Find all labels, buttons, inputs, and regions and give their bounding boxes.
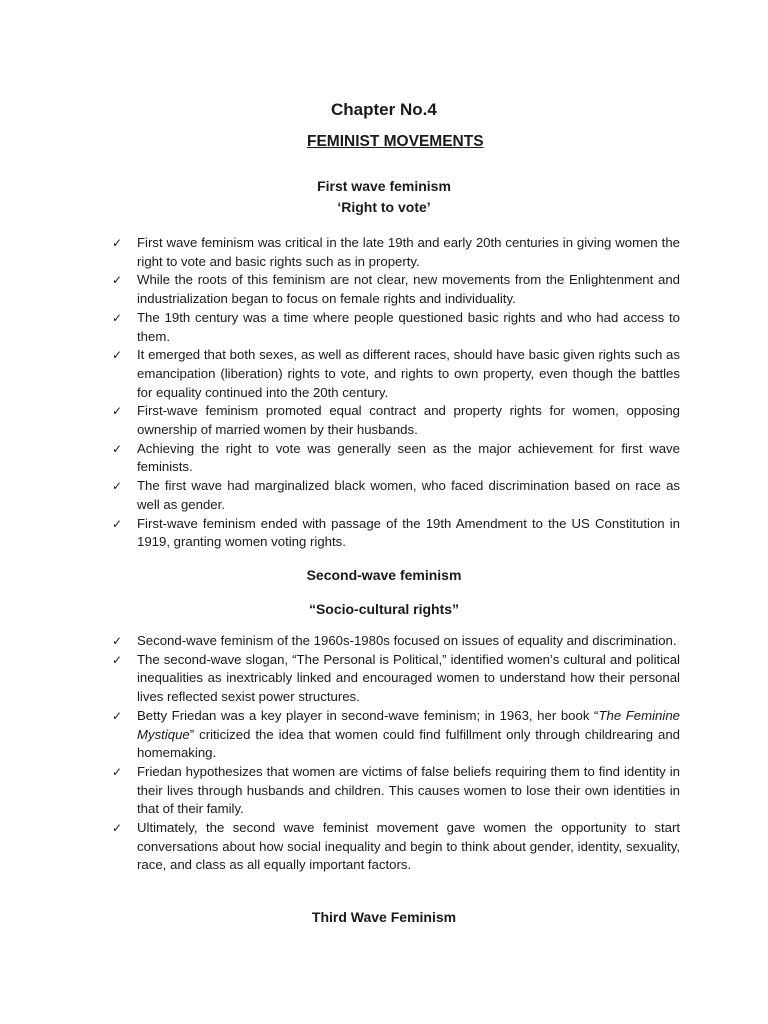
- section-heading-third-wave: Third Wave Feminism: [311, 909, 457, 925]
- chapter-heading: Chapter No.4: [331, 100, 437, 119]
- main-title: FEMINIST MOVEMENTS: [307, 133, 484, 150]
- check-mark-icon: ✓: [112, 821, 123, 836]
- list-item: ✓ Betty Friedan was a key player in second-wave feminism; in 1963, her book “The Feminine Mystique” criticized the idea that women could find fulfillment only through childrearing and homemaking.: [112, 707, 680, 761]
- check-mark-icon: ✓: [112, 652, 123, 667]
- check-mark-icon: ✓: [112, 634, 123, 648]
- list-item: ✓ Second-wave feminism of the 1960s-1980s focused on issues of equality and discrimination.: [112, 632, 680, 651]
- section-heading-second-wave: Second-wave feminism: [306, 567, 462, 583]
- list-item: ✓ First-wave feminism ended with passage of the 19th Amendment to the US Constitution in 1919, granting women voting rights.: [112, 515, 680, 550]
- check-mark-icon: ✓: [112, 479, 123, 494]
- check-mark-icon: ✓: [112, 273, 123, 288]
- list-item: ✓ Achieving the right to vote was generally seen as the major achievement for first wave feminists.: [112, 440, 680, 475]
- list-item: ✓ The second-wave slogan, “The Personal is Political,” identified women’s cultural and political inequalities as inextricably linked and encouraged women to understand how their personal lives reflected sexist power structures.: [112, 651, 680, 705]
- section-heading-first-wave: First wave feminism: [317, 178, 451, 194]
- list-item: ✓ It emerged that both sexes, as well as different races, should have basic given rights such as emancipation (liberation) rights to vote, and rights to own property, even though the battles for equality continued into the 20th century.: [112, 347, 680, 400]
- check-mark-icon: ✓: [112, 236, 123, 250]
- list-item: ✓ Ultimately, the second wave feminist movement gave women the opportunity to start conversations about how social inequality and begin to think about gender, identity, sexuality, race, and class as all equally important factors.: [112, 820, 680, 873]
- check-mark-icon: ✓: [112, 310, 123, 325]
- check-mark-icon: ✓: [112, 441, 123, 456]
- check-mark-icon: ✓: [112, 404, 123, 419]
- section-subheading-second-wave: “Socio-cultural rights”: [308, 601, 460, 617]
- section-subheading-first-wave: ‘Right to vote’: [337, 199, 431, 215]
- list-item: ✓ First-wave feminism promoted equal contract and property rights for women, opposing ownership of married women by their husbands.: [112, 403, 680, 438]
- list-item: ✓ First wave feminism was critical in the late 19th and early 20th centuries in giving women the right to vote and basic rights such as in property.: [112, 235, 680, 269]
- list-item: ✓ Friedan hypothesizes that women are victims of false beliefs requiring them to find identity in their lives through husbands and children. This causes women to lose their own identities in that of their family.: [112, 763, 680, 817]
- bullet-list-second-wave: [112, 632, 680, 875]
- bullet-list-first-wave: [112, 234, 680, 552]
- list-item: ✓ While the roots of this feminism are not clear, new movements from the Enlightenment and industrialization began to focus on female rights and individuality.: [112, 272, 680, 307]
- list-item: ✓ The 19th century was a time where people questioned basic rights and who had access to them.: [112, 309, 680, 344]
- list-item: ✓ The first wave had marginalized black women, who faced discrimination based on race as well as gender.: [112, 478, 680, 512]
- check-mark-icon: ✓: [112, 764, 123, 779]
- check-mark-icon: ✓: [112, 516, 123, 531]
- check-mark-icon: ✓: [112, 708, 123, 723]
- check-mark-icon: ✓: [112, 348, 123, 363]
